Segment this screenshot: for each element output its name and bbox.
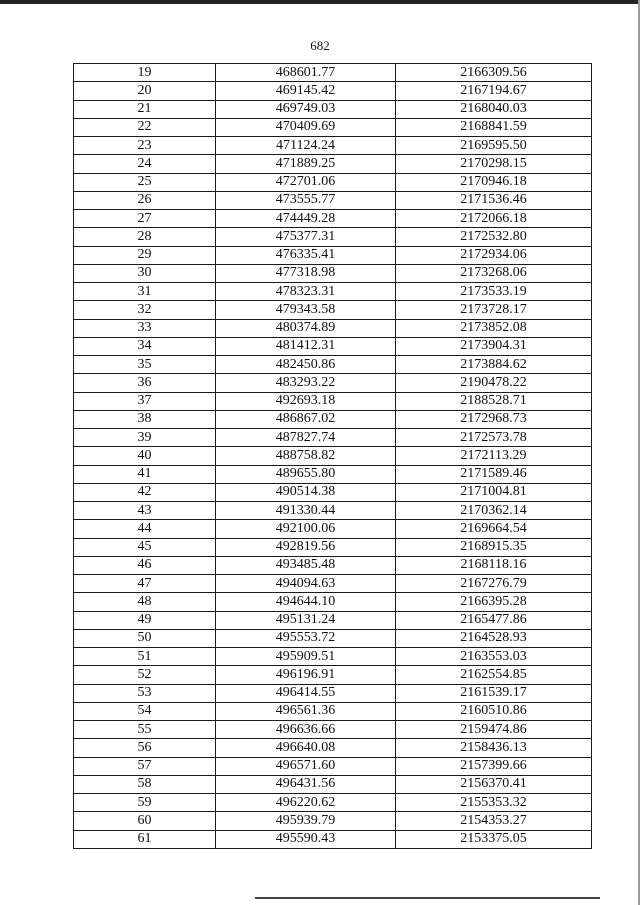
point-number-cell: 29: [74, 246, 216, 264]
x-coordinate-cell: 495909.51: [216, 648, 396, 666]
x-coordinate-cell: 477318.98: [216, 264, 396, 282]
table-row: [74, 593, 592, 611]
table-row: [74, 356, 592, 374]
y-coordinate-cell: 2173904.31: [396, 337, 592, 355]
x-coordinate-cell: 483293.22: [216, 374, 396, 392]
x-coordinate-cell: 482450.86: [216, 356, 396, 374]
table-row: [74, 483, 592, 501]
y-coordinate-cell: 2171589.46: [396, 465, 592, 483]
table-row: [74, 246, 592, 264]
point-number-cell: 41: [74, 465, 216, 483]
x-coordinate-cell: 495939.79: [216, 812, 396, 830]
y-coordinate-cell: 2190478.22: [396, 374, 592, 392]
y-coordinate-cell: 2155353.32: [396, 794, 592, 812]
table-row: [74, 155, 592, 173]
y-coordinate-cell: 2172934.06: [396, 246, 592, 264]
x-coordinate-cell: 490514.38: [216, 483, 396, 501]
y-coordinate-cell: 2168915.35: [396, 538, 592, 556]
point-number-cell: 43: [74, 502, 216, 520]
y-coordinate-cell: 2168118.16: [396, 556, 592, 574]
table-row: [74, 684, 592, 702]
point-number-cell: 44: [74, 520, 216, 538]
x-coordinate-cell: 480374.89: [216, 319, 396, 337]
y-coordinate-cell: 2168841.59: [396, 118, 592, 136]
point-number-cell: 35: [74, 356, 216, 374]
x-coordinate-cell: 495553.72: [216, 629, 396, 647]
table-row: [74, 794, 592, 812]
x-coordinate-cell: 494094.63: [216, 575, 396, 593]
table-row: [74, 830, 592, 848]
x-coordinate-cell: 486867.02: [216, 410, 396, 428]
y-coordinate-cell: 2171536.46: [396, 191, 592, 209]
y-coordinate-cell: 2173852.08: [396, 319, 592, 337]
y-coordinate-cell: 2163553.03: [396, 648, 592, 666]
x-coordinate-cell: 488758.82: [216, 447, 396, 465]
x-coordinate-cell: 474449.28: [216, 210, 396, 228]
point-number-cell: 49: [74, 611, 216, 629]
y-coordinate-cell: 2166395.28: [396, 593, 592, 611]
table-row: [74, 82, 592, 100]
table-row: [74, 648, 592, 666]
x-coordinate-cell: 472701.06: [216, 173, 396, 191]
point-number-cell: 58: [74, 775, 216, 793]
table-row: [74, 520, 592, 538]
x-coordinate-cell: 496561.36: [216, 702, 396, 720]
x-coordinate-cell: 476335.41: [216, 246, 396, 264]
x-coordinate-cell: 496571.60: [216, 757, 396, 775]
table-row: [74, 64, 592, 82]
y-coordinate-cell: 2168040.03: [396, 100, 592, 118]
point-number-cell: 47: [74, 575, 216, 593]
table-row: [74, 739, 592, 757]
point-number-cell: 40: [74, 447, 216, 465]
y-coordinate-cell: 2158436.13: [396, 739, 592, 757]
point-number-cell: 28: [74, 228, 216, 246]
x-coordinate-cell: 479343.58: [216, 301, 396, 319]
y-coordinate-cell: 2169595.50: [396, 137, 592, 155]
y-coordinate-cell: 2153375.05: [396, 830, 592, 848]
y-coordinate-cell: 2157399.66: [396, 757, 592, 775]
y-coordinate-cell: 2172573.78: [396, 429, 592, 447]
y-coordinate-cell: 2171004.81: [396, 483, 592, 501]
point-number-cell: 57: [74, 757, 216, 775]
table-row: [74, 118, 592, 136]
point-number-cell: 36: [74, 374, 216, 392]
y-coordinate-cell: 2172113.29: [396, 447, 592, 465]
x-coordinate-cell: 478323.31: [216, 283, 396, 301]
point-number-cell: 32: [74, 301, 216, 319]
y-coordinate-cell: 2170362.14: [396, 502, 592, 520]
point-number-cell: 27: [74, 210, 216, 228]
y-coordinate-cell: 2159474.86: [396, 721, 592, 739]
point-number-cell: 45: [74, 538, 216, 556]
y-coordinate-cell: 2173884.62: [396, 356, 592, 374]
x-coordinate-cell: 496640.08: [216, 739, 396, 757]
x-coordinate-cell: 487827.74: [216, 429, 396, 447]
table-row: [74, 319, 592, 337]
point-number-cell: 51: [74, 648, 216, 666]
point-number-cell: 52: [74, 666, 216, 684]
y-coordinate-cell: 2166309.56: [396, 64, 592, 82]
table-row: [74, 429, 592, 447]
coordinates-table: [73, 63, 592, 849]
table-row: [74, 611, 592, 629]
table-row: [74, 812, 592, 830]
table-row: [74, 502, 592, 520]
table-row: [74, 374, 592, 392]
point-number-cell: 34: [74, 337, 216, 355]
point-number-cell: 50: [74, 629, 216, 647]
point-number-cell: 20: [74, 82, 216, 100]
point-number-cell: 33: [74, 319, 216, 337]
point-number-cell: 54: [74, 702, 216, 720]
table-row: [74, 228, 592, 246]
y-coordinate-cell: 2173268.06: [396, 264, 592, 282]
point-number-cell: 31: [74, 283, 216, 301]
x-coordinate-cell: 475377.31: [216, 228, 396, 246]
y-coordinate-cell: 2172066.18: [396, 210, 592, 228]
x-coordinate-cell: 468601.77: [216, 64, 396, 82]
x-coordinate-cell: 473555.77: [216, 191, 396, 209]
table-row: [74, 210, 592, 228]
x-coordinate-cell: 492819.56: [216, 538, 396, 556]
x-coordinate-cell: 481412.31: [216, 337, 396, 355]
coordinates-table-body: [74, 64, 592, 849]
x-coordinate-cell: 496431.56: [216, 775, 396, 793]
table-row: [74, 721, 592, 739]
y-coordinate-cell: 2188528.71: [396, 392, 592, 410]
y-coordinate-cell: 2165477.86: [396, 611, 592, 629]
table-row: [74, 447, 592, 465]
table-row: [74, 264, 592, 282]
x-coordinate-cell: 496220.62: [216, 794, 396, 812]
y-coordinate-cell: 2172532.80: [396, 228, 592, 246]
x-coordinate-cell: 493485.48: [216, 556, 396, 574]
x-coordinate-cell: 494644.10: [216, 593, 396, 611]
x-coordinate-cell: 471124.24: [216, 137, 396, 155]
point-number-cell: 42: [74, 483, 216, 501]
page-number: 682: [310, 38, 330, 53]
x-coordinate-cell: 496196.91: [216, 666, 396, 684]
point-number-cell: 38: [74, 410, 216, 428]
table-row: [74, 775, 592, 793]
table-row: [74, 137, 592, 155]
y-coordinate-cell: 2173728.17: [396, 301, 592, 319]
table-row: [74, 283, 592, 301]
table-row: [74, 392, 592, 410]
table-row: [74, 575, 592, 593]
y-coordinate-cell: 2167276.79: [396, 575, 592, 593]
x-coordinate-cell: 495131.24: [216, 611, 396, 629]
point-number-cell: 46: [74, 556, 216, 574]
point-number-cell: 21: [74, 100, 216, 118]
table-row: [74, 337, 592, 355]
table-row: [74, 191, 592, 209]
x-coordinate-cell: 469749.03: [216, 100, 396, 118]
table-row: [74, 629, 592, 647]
y-coordinate-cell: 2162554.85: [396, 666, 592, 684]
point-number-cell: 61: [74, 830, 216, 848]
point-number-cell: 55: [74, 721, 216, 739]
x-coordinate-cell: 471889.25: [216, 155, 396, 173]
table-row: [74, 173, 592, 191]
point-number-cell: 39: [74, 429, 216, 447]
point-number-cell: 19: [74, 64, 216, 82]
point-number-cell: 23: [74, 137, 216, 155]
x-coordinate-cell: 469145.42: [216, 82, 396, 100]
point-number-cell: 60: [74, 812, 216, 830]
y-coordinate-cell: 2156370.41: [396, 775, 592, 793]
x-coordinate-cell: 492100.06: [216, 520, 396, 538]
x-coordinate-cell: 495590.43: [216, 830, 396, 848]
table-row: [74, 100, 592, 118]
point-number-cell: 25: [74, 173, 216, 191]
table-row: [74, 556, 592, 574]
point-number-cell: 22: [74, 118, 216, 136]
y-coordinate-cell: 2167194.67: [396, 82, 592, 100]
scan-edge-top: [0, 0, 640, 4]
table-row: [74, 465, 592, 483]
y-coordinate-cell: 2172968.73: [396, 410, 592, 428]
x-coordinate-cell: 492693.18: [216, 392, 396, 410]
table-row: [74, 757, 592, 775]
table-row: [74, 538, 592, 556]
y-coordinate-cell: 2164528.93: [396, 629, 592, 647]
point-number-cell: 53: [74, 684, 216, 702]
point-number-cell: 26: [74, 191, 216, 209]
table-row: [74, 666, 592, 684]
x-coordinate-cell: 496414.55: [216, 684, 396, 702]
y-coordinate-cell: 2170946.18: [396, 173, 592, 191]
table-row: [74, 410, 592, 428]
y-coordinate-cell: 2154353.27: [396, 812, 592, 830]
x-coordinate-cell: 470409.69: [216, 118, 396, 136]
table-row: [74, 301, 592, 319]
y-coordinate-cell: 2173533.19: [396, 283, 592, 301]
x-coordinate-cell: 491330.44: [216, 502, 396, 520]
point-number-cell: 56: [74, 739, 216, 757]
point-number-cell: 37: [74, 392, 216, 410]
y-coordinate-cell: 2160510.86: [396, 702, 592, 720]
point-number-cell: 59: [74, 794, 216, 812]
point-number-cell: 24: [74, 155, 216, 173]
y-coordinate-cell: 2170298.15: [396, 155, 592, 173]
y-coordinate-cell: 2161539.17: [396, 684, 592, 702]
point-number-cell: 48: [74, 593, 216, 611]
point-number-cell: 30: [74, 264, 216, 282]
x-coordinate-cell: 489655.80: [216, 465, 396, 483]
scan-edge-bottom: [255, 897, 600, 899]
x-coordinate-cell: 496636.66: [216, 721, 396, 739]
table-row: [74, 702, 592, 720]
y-coordinate-cell: 2169664.54: [396, 520, 592, 538]
